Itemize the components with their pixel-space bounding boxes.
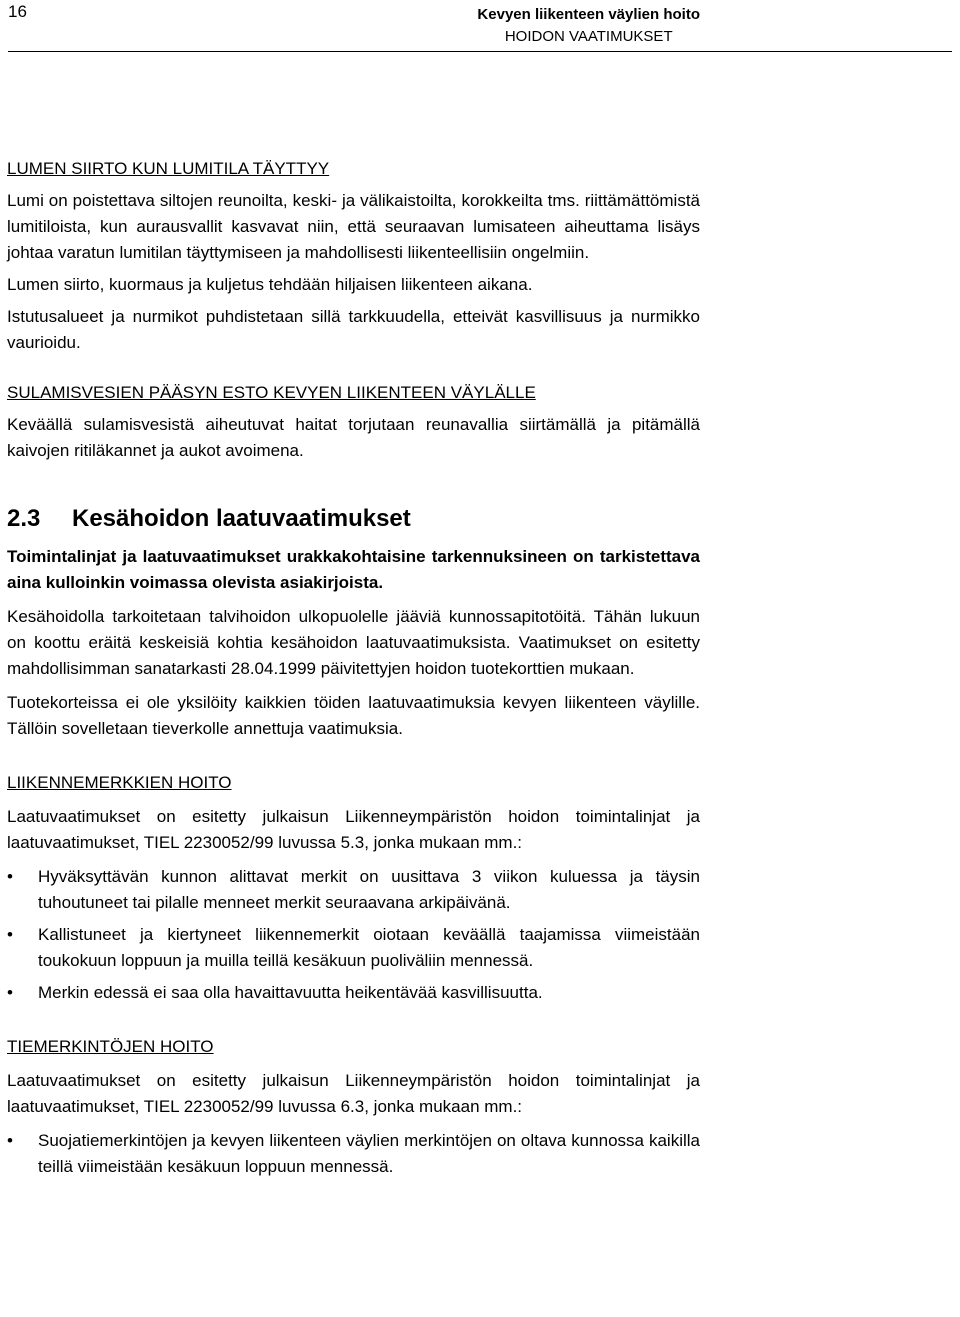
bullet-icon: • xyxy=(7,925,13,944)
list-item-text: Merkin edessä ei saa olla havaittavuutta heikentävää kasvillisuutta. xyxy=(38,983,543,1002)
list-item-text: Hyväksyttävän kunnon alittavat merkit on uusittava 3 viikon kuluessa ja täysin tuhoutuneet tai pilalle menneet merkit seuraavana arkipäivänä. xyxy=(38,867,700,912)
section-heading-liikennemerkit: LIIKENNEMERKKIEN HOITO xyxy=(7,773,232,792)
paragraph: Keväällä sulamisvesistä aiheutuvat haitat torjutaan reunavallia siirtämällä ja pitämällä kaivojen ritiläkannet ja aukot avoimena. xyxy=(7,415,700,460)
section-heading-tiemerkinnat: TIEMERKINTÖJEN HOITO xyxy=(7,1037,214,1056)
bullet-icon: • xyxy=(7,867,13,886)
paragraph: Tuotekorteissa ei ole yksilöity kaikkien töiden laatuvaatimuksia kevyen liikenteen väylille. Tällöin sovelletaan tieverkolle annettuja vaatimuksia. xyxy=(7,693,700,738)
bullet-list xyxy=(7,864,700,1006)
chapter-number: 2.3 xyxy=(7,505,41,532)
header-divider xyxy=(8,51,952,52)
paragraph: Lumen siirto, kuormaus ja kuljetus tehdään hiljaisen liikenteen aikana. xyxy=(7,275,533,294)
paragraph: Kesähoidolla tarkoitetaan talvihoidon ulkopuolelle jääviä kunnossapitotöitä. Tähän lukuun on koottu eräitä keskeisiä kohtia kesähoidon laatuvaatimuksista. Vaatimukset on esitetty mahdollisimman sanatarkasti 28.04.1999 päivitettyjen hoidon tuotekorttien mukaan. xyxy=(7,607,700,678)
list-item xyxy=(7,922,700,974)
list-item-text: Kallistuneet ja kiertyneet liikennemerkit oiotaan keväällä taajamissa viimeistään toukokuun loppuun ja muilla teillä kesäkuun puoliväliin mennessä. xyxy=(38,925,700,970)
section-heading-sulamisvesien: SULAMISVESIEN PÄÄSYN ESTO KEVYEN LIIKENTEEN VÄYLÄLLE xyxy=(7,383,536,402)
bullet-icon: • xyxy=(7,1131,13,1150)
page-number: 16 xyxy=(8,2,27,21)
list-item-text: Suojatiemerkintöjen ja kevyen liikenteen väylien merkintöjen on oltava kunnossa kaikilla teillä viimeistään kesäkuun loppuun mennessä. xyxy=(38,1131,700,1176)
paragraph: Laatuvaatimukset on esitetty julkaisun Liikenneympäristön hoidon toimintalinjat ja laatuvaatimukset, TIEL 2230052/99 luvussa 6.3, jonka mukaan mm.: xyxy=(7,1071,700,1116)
header-subtitle: HOIDON VAATIMUKSET xyxy=(504,28,673,45)
section-heading-lumen-siirto: LUMEN SIIRTO KUN LUMITILA TÄYTTYY xyxy=(7,159,330,178)
running-header xyxy=(477,4,700,48)
chapter-title: Kesähoidon laatuvaatimukset xyxy=(72,505,411,532)
list-item xyxy=(7,980,700,1006)
paragraph: Laatuvaatimukset on esitetty julkaisun Liikenneympäristön hoidon toimintalinjat ja laatuvaatimukset, TIEL 2230052/99 luvussa 5.3, jonka mukaan mm.: xyxy=(7,807,700,852)
paragraph: Lumi on poistettava siltojen reunoilta, keski- ja välikaistoilta, korokkeilta tms. riittämättömistä lumitiloista, kun aurausvallit kasvavat niin, että seuraavan lumisateen aiheuttama lisäys johtaa varatun lumitilan täyttymiseen ja mahdollisesti liikenteellisiin ongelmiin. xyxy=(7,191,700,262)
bold-intro: Toimintalinjat ja laatuvaatimukset urakkakohtaisine tarkennuksineen on tarkistettava aina kulloinkin voimassa olevista asiakirjoista. xyxy=(7,547,700,592)
header-title: Kevyen liikenteen väylien hoito xyxy=(477,6,700,23)
document-body xyxy=(7,156,700,1180)
chapter-heading xyxy=(7,504,700,534)
list-item xyxy=(7,864,700,916)
list-item xyxy=(7,1128,700,1180)
page-header xyxy=(0,0,960,54)
paragraph: Istutusalueet ja nurmikot puhdistetaan sillä tarkkuudella, etteivät kasvillisuus ja nurmikko vaurioidu. xyxy=(7,307,700,352)
bullet-icon: • xyxy=(7,983,13,1002)
bullet-list xyxy=(7,1128,700,1180)
